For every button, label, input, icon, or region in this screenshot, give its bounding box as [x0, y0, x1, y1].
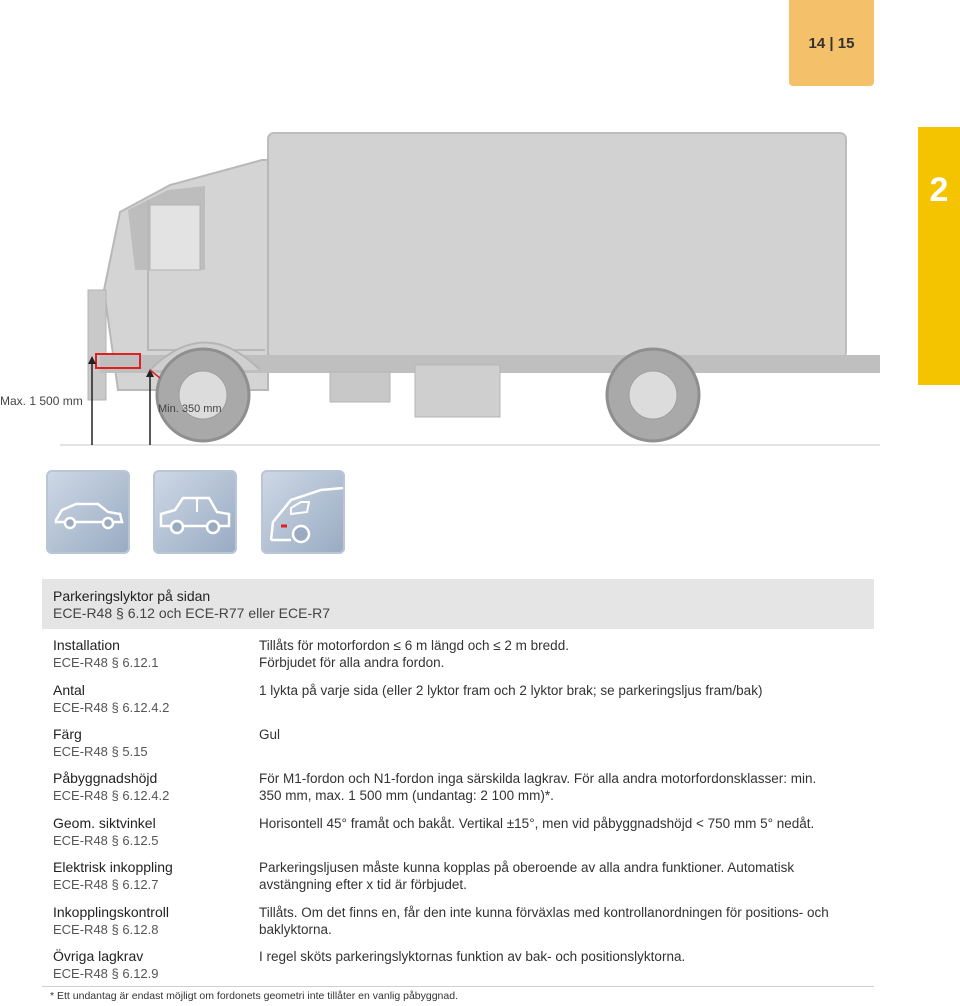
- value-line: Gul: [259, 727, 281, 742]
- value-line: baklyktorna.: [259, 922, 332, 937]
- section-subtitle: ECE-R48 § 6.12 och ECE-R77 eller ECE-R7: [53, 605, 331, 621]
- row-ref: ECE-R48 § 5.15: [53, 744, 148, 759]
- row-value: [259, 637, 849, 671]
- row-ref: ECE-R48 § 6.12.9: [53, 966, 159, 981]
- row-label: Installation: [53, 637, 120, 653]
- vehicle-icons: [0, 470, 400, 560]
- row-value: [259, 859, 849, 893]
- max-height-label: Max. 1 500 mm: [0, 394, 83, 408]
- min-height-label: Min. 350 mm: [158, 403, 222, 415]
- value-line: Tillåts. Om det finns en, får den inte kunna förväxlas med kontrollanordningen för positions- och: [259, 905, 829, 920]
- row-ref: ECE-R48 § 6.12.7: [53, 877, 159, 892]
- value-line: För M1-fordon och N1-fordon inga särskilda lagkrav. För alla andra motorfordonsklasser: min.: [259, 771, 817, 786]
- page-numbers: 14 | 15: [808, 34, 855, 52]
- row-value: [259, 904, 849, 938]
- value-line: 1 lykta på varje sida (eller 2 lyktor fram och 2 lyktor brak; se parkeringsljus fram/bak): [259, 683, 763, 698]
- suv-car-icon: [153, 470, 237, 554]
- row-label: Inkopplingskontroll: [53, 904, 169, 920]
- row-ref: ECE-R48 § 6.12.4.2: [53, 788, 170, 803]
- footnote: * Ett undantag är endast möjligt om fordonets geometri inte tillåter en vanlig påbyggnad.: [50, 990, 458, 1002]
- row-value: [259, 726, 849, 743]
- chapter-tab: [918, 127, 960, 385]
- value-line: I regel sköts parkeringslyktornas funktion av bak- och positionslyktorna.: [259, 949, 686, 964]
- value-line: 350 mm, max. 1 500 mm (undantag: 2 100 mm)*.: [259, 788, 554, 803]
- truck-illustration: [0, 100, 900, 460]
- row-ref: ECE-R48 § 6.12.4.2: [53, 700, 170, 715]
- row-label: Elektrisk inkoppling: [53, 859, 173, 875]
- row-ref: ECE-R48 § 6.12.5: [53, 833, 159, 848]
- value-line: Förbjudet för alla andra fordon.: [259, 655, 445, 670]
- row-value: [259, 770, 849, 804]
- value-line: avstängning efter x tid är förbjudet.: [259, 877, 467, 892]
- row-value: [259, 815, 849, 832]
- row-label: Övriga lagkrav: [53, 948, 144, 964]
- row-label: Antal: [53, 682, 85, 698]
- value-line: Parkeringsljusen måste kunna kopplas på oberoende av alla andra funktioner. Automatisk: [259, 860, 795, 875]
- row-label: Geom. siktvinkel: [53, 815, 156, 831]
- chapter-number: 2: [929, 171, 949, 209]
- section-header: [42, 579, 874, 629]
- van-outline-icon: [261, 470, 345, 554]
- row-ref: ECE-R48 § 6.12.8: [53, 922, 159, 937]
- footnote-divider: [42, 986, 874, 987]
- value-line: Tillåts för motorfordon ≤ 6 m längd och ≤ 2 m bredd.: [259, 638, 569, 653]
- row-label: Påbyggnadshöjd: [53, 770, 158, 786]
- page-number-tab: [789, 0, 874, 86]
- row-label: Färg: [53, 726, 82, 742]
- row-value: [259, 948, 849, 965]
- row-value: [259, 682, 849, 699]
- sedan-car-icon: [46, 470, 130, 554]
- section-title: Parkeringslyktor på sidan: [53, 588, 211, 604]
- value-line: Horisontell 45° framåt och bakåt. Vertikal ±15°, men vid påbyggnadshöjd < 750 mm 5° nedåt.: [259, 816, 815, 831]
- row-ref: ECE-R48 § 6.12.1: [53, 655, 159, 670]
